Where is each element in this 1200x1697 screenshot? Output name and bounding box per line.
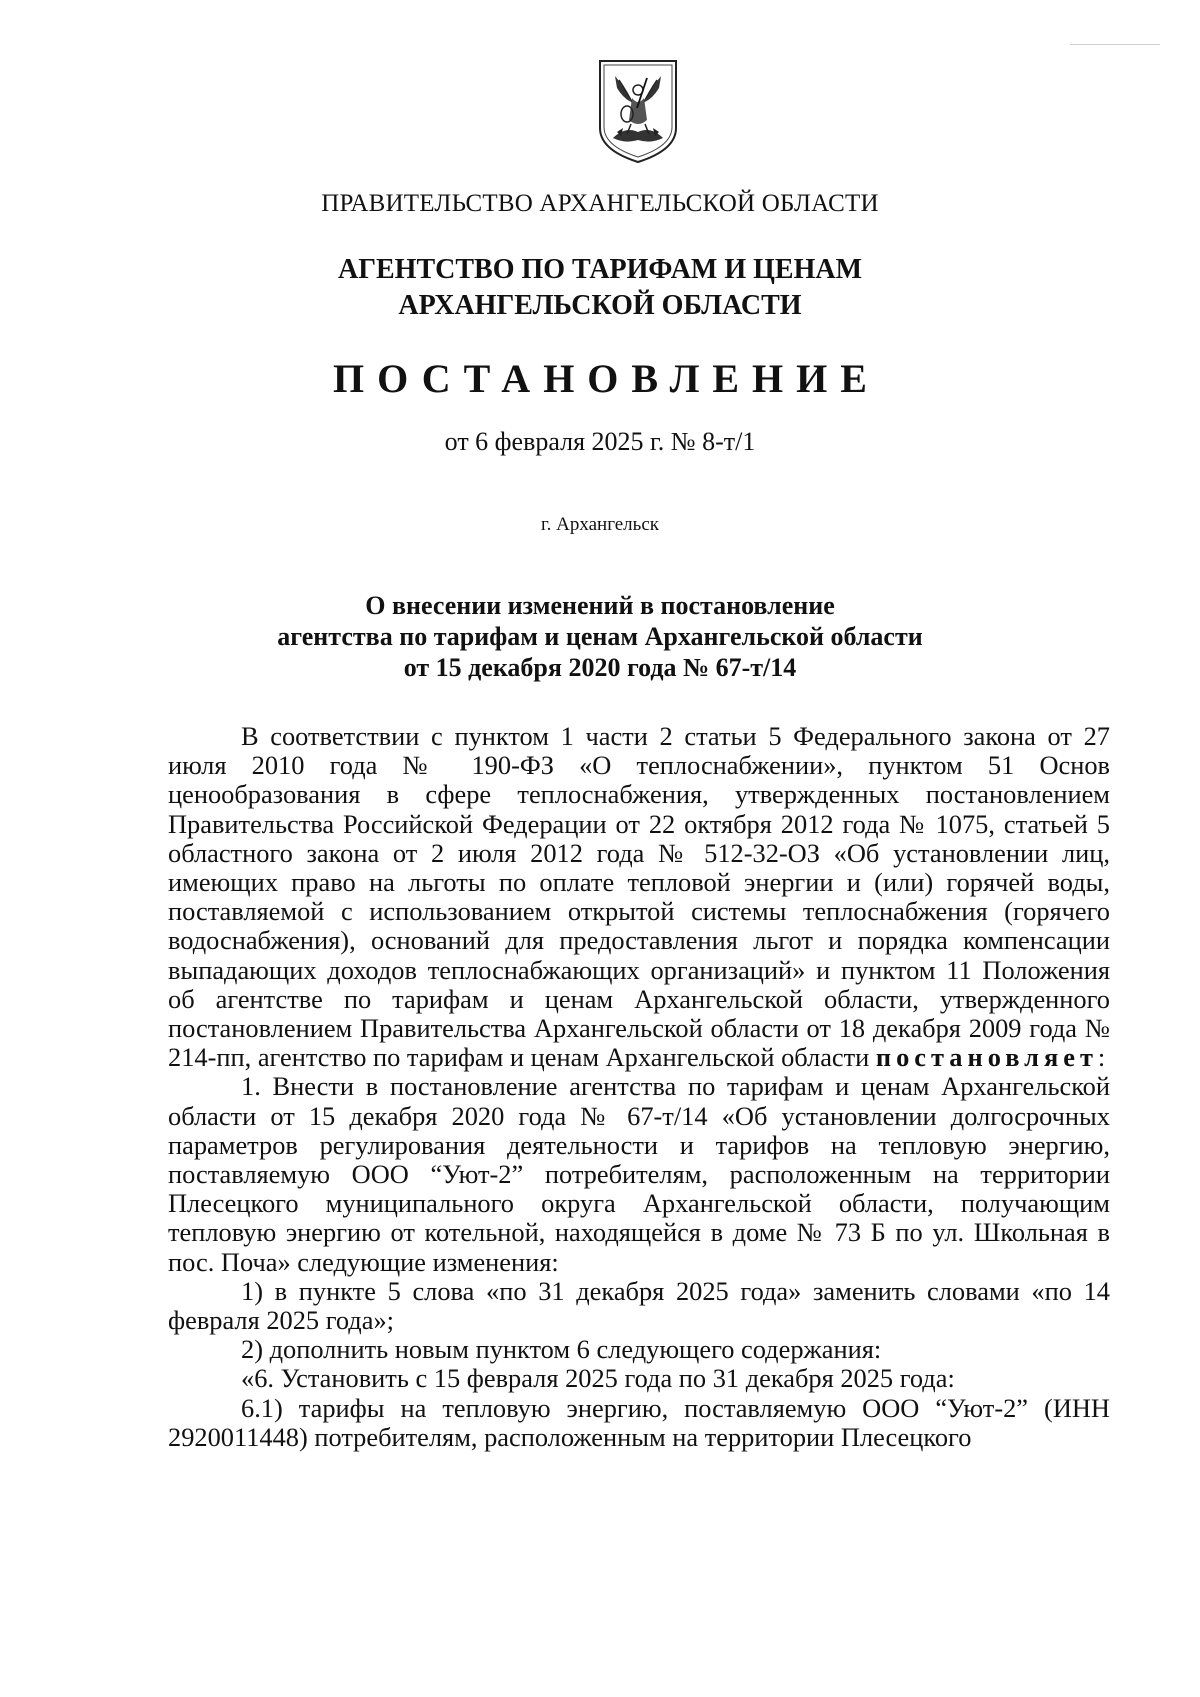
- scan-mark: [1070, 44, 1160, 45]
- item-1-1-paragraph: 1) в пункте 5 слова «по 31 декабря 2025 года» заменить словами «по 14 февраля 2025 года»;: [168, 1275, 1110, 1336]
- agency-name: [0, 252, 1200, 324]
- coat-of-arms-icon: [597, 58, 679, 166]
- preamble-paragraph: [168, 722, 1110, 1072]
- subject-line1: О внесении изменений в постановление: [365, 591, 835, 620]
- resolves-colon: :: [1097, 1042, 1106, 1073]
- item-1-2-paragraph: 2) дополнить новым пунктом 6 следующего содержания:: [241, 1334, 882, 1365]
- city: г. Архангельск: [540, 514, 659, 535]
- document-subject: [0, 590, 1200, 683]
- item-6-paragraph: «6. Установить с 15 февраля 2025 года по 31 декабря 2025 года:: [241, 1363, 955, 1394]
- date-and-number: от 6 февраля 2025 г. № 8-т/1: [444, 427, 756, 456]
- subject-line2: агентства по тарифам и ценам Архангельской области: [277, 622, 923, 651]
- item-6-1-paragraph: 6.1) тарифы на тепловую энергию, поставляемую ООО “Уют-2” (ИНН 2920011448) потребителям, расположенным на территории Плесецкого: [168, 1392, 1110, 1452]
- agency-name-line2: АРХАНГЕЛЬСКОЙ ОБЛАСТИ: [398, 290, 802, 321]
- resolves-word: постановляет: [875, 1042, 1098, 1073]
- document-body: [168, 722, 1110, 1452]
- item-1-paragraph: 1. Внести в постановление агентства по тарифам и ценам Архангельской области от 15 декабря 2020 года № 67-т/14 «Об установлении долгосрочных параметров регулирования деятельности и тарифов на тепловую энергию, поставляемую ООО “Уют-2” потребителям, расположенным на территории Плесецкого муниципального округа Архангельской области, получающим тепловую энергию от котельной, находящейся в доме № 73 Б по ул. Школьная в пос. Поча» следующие изменения:: [168, 1071, 1110, 1277]
- document-type: ПОСТАНОВЛЕНИЕ: [333, 356, 880, 401]
- government-name: ПРАВИТЕЛЬСТВО АРХАНГЕЛЬСКОЙ ОБЛАСТИ: [321, 190, 879, 217]
- preamble-text: В соответствии с пунктом 1 части 2 статьи 5 Федерального закона от 27 июля 2010 года № 190-ФЗ «О теплоснабжении», пунктом 51 Основ ценообразования в сфере теплоснабжения, утвержденных постановлением Правительства Российской Федерации от 22 октября 2012 года № 1075, статьей 5 областного закона от 2 июля 2012 года № 512-32-ОЗ «Об установлении лиц, имеющих право на льготы по оплате тепловой энергии и (или) горячей воды, поставляемой с использованием открытой системы теплоснабжения (горячего водоснабжения), оснований для предоставления льгот и порядка компенсации выпадающих доходов теплоснабжающих организаций» и пунктом 11 Положения об агентстве по тарифам и ценам Архангельской области, утвержденного постановлением Правительства Архангельской области от 18 декабря 2009 года № 214-пп, агентство по тарифам и ценам Архангельской области: [168, 721, 1110, 1073]
- subject-line3: от 15 декабря 2020 года № 67-т/14: [403, 653, 797, 682]
- agency-name-line1: АГЕНТСТВО ПО ТАРИФАМ И ЦЕНАМ: [337, 254, 863, 285]
